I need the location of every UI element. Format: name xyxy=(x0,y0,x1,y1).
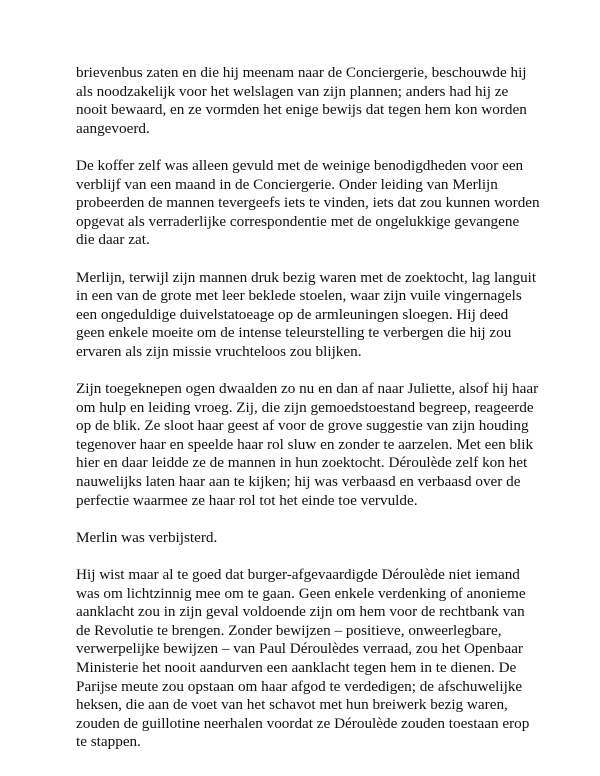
text-line: verwerpelijke bewijzen – van Paul Déroulèdes verraad, zou het Openbaar xyxy=(76,640,523,658)
text-line: was om lichtzinnig mee om te gaan. Geen enkele verdenking of anonieme xyxy=(76,584,526,602)
text-line: tegenover haar en speelde haar rol sluw en zonder te aarzelen. Met een blik xyxy=(76,435,534,453)
text-line: aangevoerd. xyxy=(76,119,150,137)
text-line: die daar zat. xyxy=(76,231,150,249)
text-line: opgevat als verraderlijke correspondentie met de ongelukkige gevangene xyxy=(76,212,520,230)
text-line: nooit bewaard, en ze vormden het enige bewijs dat tegen hem kon worden xyxy=(76,101,527,119)
paragraph-3 xyxy=(76,269,546,362)
paragraph-6 xyxy=(76,566,546,752)
paragraph-1 xyxy=(76,64,546,138)
document-page xyxy=(76,64,546,771)
paragraph-5 xyxy=(76,529,546,548)
text-line: op de blik. Ze sloot haar geest af voor de grove suggestie van zijn houding xyxy=(76,417,529,435)
text-line: een ongeduldige duivelstatoeage op de armleuningen sloegen. Hij deed xyxy=(76,305,509,323)
text-line: verblijf van een maand in de Conciergerie. Onder leiding van Merlijn xyxy=(76,175,498,193)
text-line: Ministerie het nooit aandurven een aanklacht tegen hem in te dienen. De xyxy=(76,659,517,676)
paragraph-4 xyxy=(76,380,546,510)
text-line: om hulp en leiding vroeg. Zij, die zijn gemoedstoestand begreep, reageerde xyxy=(76,398,534,416)
text-line: geen enkele moeite om de intense teleurstelling te verbergen die hij zou xyxy=(76,324,512,342)
text-line: hier en daar leidde ze de mannen in hun zoektocht. Déroulède zelf kon het xyxy=(76,454,528,472)
text-line: Merlijn, terwijl zijn mannen druk bezig waren met de zoektocht, lag languit xyxy=(76,268,537,286)
text-line: nauwelijks laten haar aan te kijken; hij was verbaasd en verbaasd over de xyxy=(76,473,521,491)
text-line: brievenbus zaten en die hij meenam naar de Conciergerie, beschouwde hij xyxy=(76,64,527,81)
text-line: heksen, die aan de voet van het schavot met hun breiwerk bezig waren, xyxy=(76,696,508,714)
text-line: in een van de grote met leer beklede stoelen, waar zijn vuile vingernagels xyxy=(76,287,522,305)
text-line: als noodzakelijk voor het welslagen van zijn plannen; anders had hij ze xyxy=(76,82,509,100)
text-line: De koffer zelf was alleen gevuld met de weinige benodigdheden voor een xyxy=(76,156,524,174)
text-line: Hij wist maar al te goed dat burger-afgevaardigde Déroulède niet iemand xyxy=(76,566,520,584)
text-line: probeerden de mannen tevergeefs iets te vinden, iets dat zou kunnen worden xyxy=(76,194,540,212)
text-line: Parijse meute zou opstaan om haar afgod te verdedigen; de afschuwelijke xyxy=(76,677,523,695)
text-line: de Revolutie te brengen. Zonder bewijzen – positieve, onweerlegbare, xyxy=(76,621,502,639)
text-line: Merlin was verbijsterd. xyxy=(76,528,218,546)
text-line: ervaren als zijn missie vruchteloos zou blijken. xyxy=(76,342,362,360)
paragraph-2 xyxy=(76,157,546,250)
text-line: perfectie waarmee ze haar rol tot het einde toe vervulde. xyxy=(76,491,418,509)
text-line: Zijn toegeknepen ogen dwaalden zo nu en dan af naar Juliette, alsof hij haar xyxy=(76,380,539,398)
text-line: aanklacht zou in zijn geval voldoende zijn om hem voor de rechtbank van xyxy=(76,603,525,621)
text-line: zouden de guillotine neerhalen voordat ze Déroulède zouden toestaan erop xyxy=(76,714,530,732)
text-line: te stappen. xyxy=(76,733,141,751)
